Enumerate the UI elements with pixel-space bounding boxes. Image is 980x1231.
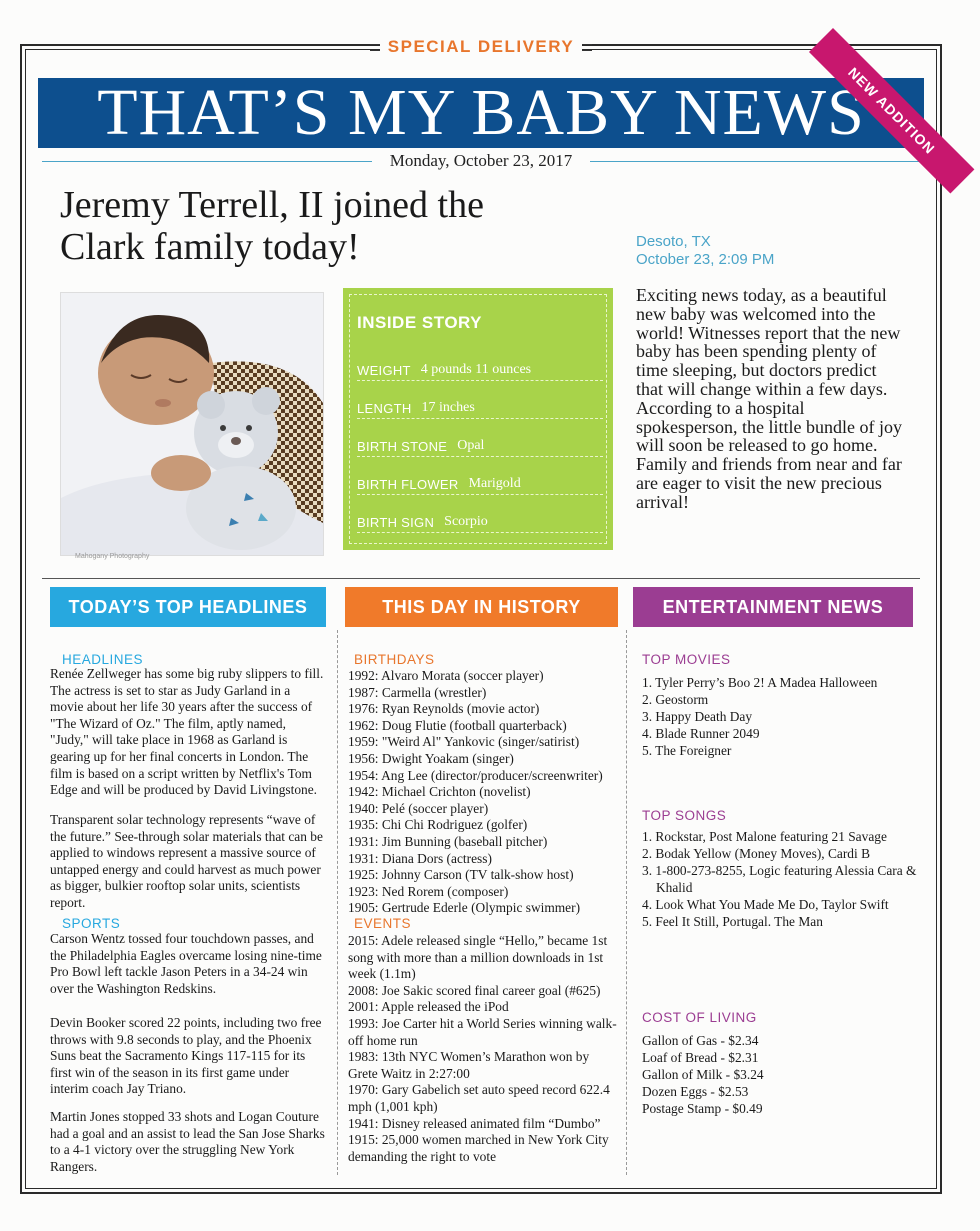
stat-value: Marigold [468, 476, 521, 491]
stat-row-birth-sign [357, 503, 603, 533]
section-header-headlines: TODAY’S TOP HEADLINES [50, 587, 326, 627]
song-item [642, 862, 922, 896]
text-line: film is based on a script written by Netflix's Tom [50, 765, 312, 781]
cost-item: Postage Stamp - $0.49 [642, 1101, 763, 1116]
location-time: October 23, 2:09 PM [636, 251, 775, 268]
birthday-item: 1905: Gertrude Ederle (Olympic swimmer) [348, 900, 581, 916]
text-line: Devin Booker scored 22 points, including two free [50, 1015, 322, 1030]
event-item [348, 1082, 624, 1115]
event-item [348, 1132, 624, 1165]
text-line: 3. 1-800-273-8255, Logic featuring Alessia Cara & [642, 863, 917, 878]
dateline-rule-right [590, 161, 920, 162]
text-line: 1970: Gary Gabelich set auto speed record 622.4 [348, 1082, 610, 1098]
movie-item: 5. The Foreigner [642, 743, 732, 758]
tagline-bar [25, 30, 937, 64]
issue-date: Monday, October 23, 2017 [389, 151, 573, 170]
text-line: the Philadelphia Eagles overcame losing nine-time [50, 947, 322, 963]
text-line: demanding the right to vote [348, 1148, 497, 1164]
subhead-sports: SPORTS [62, 916, 121, 931]
text-line: Renée Zellweger has some big ruby slippers to fill. [50, 666, 324, 681]
text-line: Edge and will be produced by David Livingstone. [50, 782, 318, 798]
stat-label: WEIGHT [357, 363, 411, 378]
movie-item: 1. Tyler Perry’s Boo 2! A Madea Halloween [642, 675, 878, 690]
text-line: "The Wizard of Oz." The film, aptly named, [50, 715, 286, 731]
text-line: gearing up for her final concerts in London. The [50, 748, 309, 764]
birthday-item: 1954: Ang Lee (director/producer/screenwriter) [348, 767, 603, 783]
text-line: as bigger, bulkier rooftop solar units, scientists [50, 878, 301, 894]
stat-row-birth-flower [357, 465, 603, 495]
text-line: 1983: 13th NYC Women’s Marathon won by [348, 1049, 590, 1065]
text-line: interim coach Jay Triano. [50, 1081, 187, 1097]
inside-story-title: INSIDE STORY [357, 313, 483, 332]
song-item: 1. Rockstar, Post Malone featuring 21 Savage [642, 829, 887, 844]
stat-value: 4 pounds 11 ounces [420, 362, 532, 377]
song-item: 2. Bodak Yellow (Money Moves), Cardi B [642, 846, 871, 861]
event-item [348, 1049, 624, 1082]
stat-value: Opal [457, 438, 485, 453]
text-line: off home run [348, 1032, 418, 1048]
birthday-item: 1956: Dwight Yoakam (singer) [348, 750, 514, 766]
text-line: applied to windows represent a massive source of [50, 845, 316, 861]
text-line: movie about her life 30 years after the success of [50, 699, 313, 715]
text-line: to a 4-1 victory over the struggling New York [50, 1142, 295, 1158]
new-addition-banner: NEW ADDITION [809, 28, 974, 193]
baby-photo-illustration [61, 293, 323, 555]
event-item [348, 1016, 624, 1049]
song-item: 5. Feel It Still, Portugal. The Man [642, 914, 823, 929]
text-line: Carson Wentz tossed four touchdown passes, and [50, 931, 314, 946]
cost-item: Loaf of Bread - $2.31 [642, 1050, 759, 1065]
text-line: week (1.1m) [348, 966, 416, 982]
stat-row-birth-stone [357, 427, 603, 457]
section-header-entertainment: ENTERTAINMENT NEWS [633, 587, 913, 627]
text-line: Grete Waitz in 2:27:00 [348, 1065, 470, 1081]
text-line: Khalid [656, 880, 693, 895]
text-line: 2001: Apple released the iPod [348, 999, 509, 1015]
text-line: throws with 9.8 seconds to play, and the Phoenix [50, 1031, 312, 1047]
dateline [42, 150, 920, 172]
text-line: 2015: Adele released single “Hello,” became 1st [348, 933, 608, 948]
birthday-item: 1925: Johnny Carson (TV talk-show host) [348, 867, 574, 883]
stat-label: BIRTH FLOWER [357, 477, 459, 492]
text-line: 2008: Joe Sakic scored final career goal (#625) [348, 982, 601, 998]
stat-label: LENGTH [357, 401, 412, 416]
text-line: first win of the season in its first game under [50, 1064, 290, 1080]
stat-row-length [357, 389, 603, 419]
top-movies-list [642, 674, 917, 759]
birthday-item: 1987: Carmella (wrestler) [348, 684, 487, 700]
subhead-headlines: HEADLINES [62, 652, 144, 667]
text-line: report. [50, 894, 86, 910]
text-line: The actress is set to star as Judy Garland in a [50, 682, 291, 698]
birthday-item: 1992: Alvaro Morata (soccer player) [348, 668, 544, 683]
tagline-rule-right [582, 44, 592, 51]
inside-story-box [343, 288, 613, 550]
tagline-rule-left [370, 44, 380, 51]
movie-item: 3. Happy Death Day [642, 709, 753, 724]
sports-paragraph-1 [50, 931, 332, 997]
birthday-item: 1962: Doug Flutie (football quarterback) [348, 717, 567, 733]
text-line: "Judy," will take place in 1968 as Garland is [50, 732, 288, 748]
cost-item: Dozen Eggs - $2.53 [642, 1084, 749, 1099]
song-item: 4. Look What You Made Me Do, Taylor Swift [642, 897, 889, 912]
section-header-history: THIS DAY IN HISTORY [345, 587, 618, 627]
text-line: the future.” See-through solar materials that can be [50, 828, 323, 844]
cost-item: Gallon of Milk - $3.24 [642, 1067, 764, 1082]
text-line: Martin Jones stopped 33 shots and Logan Couture [50, 1109, 319, 1124]
text-line: Transparent solar technology represents “wave of [50, 812, 316, 827]
birthdays-list [348, 668, 624, 917]
subhead-top-movies: TOP MOVIES [642, 652, 731, 667]
stat-label: BIRTH STONE [357, 439, 448, 454]
text-line: Rangers. [50, 1158, 98, 1174]
event-item [348, 1116, 624, 1133]
headlines-paragraph-1 [50, 666, 332, 799]
text-line: 1941: Disney released animated film “Dumbo” [348, 1115, 601, 1131]
stat-row-weight [357, 351, 603, 381]
headlines-paragraph-2 [50, 812, 332, 912]
event-item [348, 999, 624, 1016]
section-divider [42, 578, 920, 579]
subhead-top-songs: TOP SONGS [642, 808, 727, 823]
text-line: song with more than a million downloads in 1st [348, 949, 604, 965]
location-city: Desoto, TX [636, 233, 711, 250]
birthday-item: 1940: Pelé (soccer player) [348, 800, 489, 816]
event-item [348, 933, 624, 983]
sports-paragraph-3 [50, 1109, 332, 1175]
top-songs-list [642, 828, 922, 930]
text-line: Pro Bowl left tackle Jason Peters in a 34-24 win [50, 964, 308, 980]
dateline-rule-left [42, 161, 372, 162]
events-list [348, 933, 624, 1165]
masthead-title: THAT’S MY BABY NEWS [38, 78, 924, 148]
photo-credit: Mahogany Photography [75, 553, 150, 560]
birthday-item: 1935: Chi Chi Rodriguez (golfer) [348, 817, 528, 833]
movie-item: 4. Blade Runner 2049 [642, 726, 760, 741]
story-location [636, 233, 774, 269]
lead-story-text: Exciting news today, as a beautiful new baby was welcomed into the world! Witnesses report that the new baby has been spending plenty of time sleeping, but doctors predict that will change within a few days. According to a hospital spokesperson, the little bundle of joy will soon be released to go home. Family and friends from near and far are eager to visit the new precious arrival! [636, 285, 902, 512]
text-line: had a goal and an assist to lead the San Jose Sharks [50, 1125, 325, 1141]
text-line: 1993: Joe Carter hit a World Series winning walk- [348, 1015, 617, 1031]
stat-value: 17 inches [421, 400, 475, 415]
birthday-item: 1959: "Weird Al" Yankovic (singer/satirist) [348, 734, 580, 750]
sports-paragraph-2 [50, 1015, 332, 1098]
headline-line-2: Clark family today! [60, 226, 360, 268]
text-line: untapped energy and could harvest as much power [50, 861, 321, 877]
subhead-birthdays: BIRTHDAYS [354, 652, 435, 667]
headline-line-1: Jeremy Terrell, II joined the [60, 184, 484, 226]
birthday-item: 1931: Jim Bunning (baseball pitcher) [348, 833, 548, 849]
birthday-item: 1976: Ryan Reynolds (movie actor) [348, 701, 540, 717]
cost-of-living-list [642, 1032, 917, 1117]
baby-photo [60, 292, 324, 556]
text-line: over the Washington Redskins. [50, 980, 217, 996]
event-item [348, 983, 624, 1000]
subhead-events: EVENTS [354, 916, 412, 931]
tagline: SPECIAL DELIVERY [380, 37, 582, 57]
birthday-item: 1942: Michael Crichton (novelist) [348, 784, 531, 800]
subhead-cost-of-living: COST OF LIVING [642, 1010, 757, 1025]
cost-item: Gallon of Gas - $2.34 [642, 1033, 759, 1048]
text-line: 1915: 25,000 women marched in New York City [348, 1132, 609, 1148]
inside-story-inner [349, 294, 607, 544]
movie-item: 2. Geostorm [642, 692, 709, 707]
stat-value: Scorpio [444, 514, 488, 529]
birthday-item: 1931: Diana Dors (actress) [348, 850, 492, 866]
column-divider-2 [626, 630, 627, 1175]
birthday-item: 1923: Ned Rorem (composer) [348, 883, 509, 899]
text-line: Suns beat the Sacramento Kings 117-115 for its [50, 1048, 306, 1064]
column-divider-1 [337, 630, 338, 1175]
lead-headline [60, 184, 580, 268]
stat-label: BIRTH SIGN [357, 515, 435, 530]
text-line: mph (1,001 kph) [348, 1098, 438, 1114]
